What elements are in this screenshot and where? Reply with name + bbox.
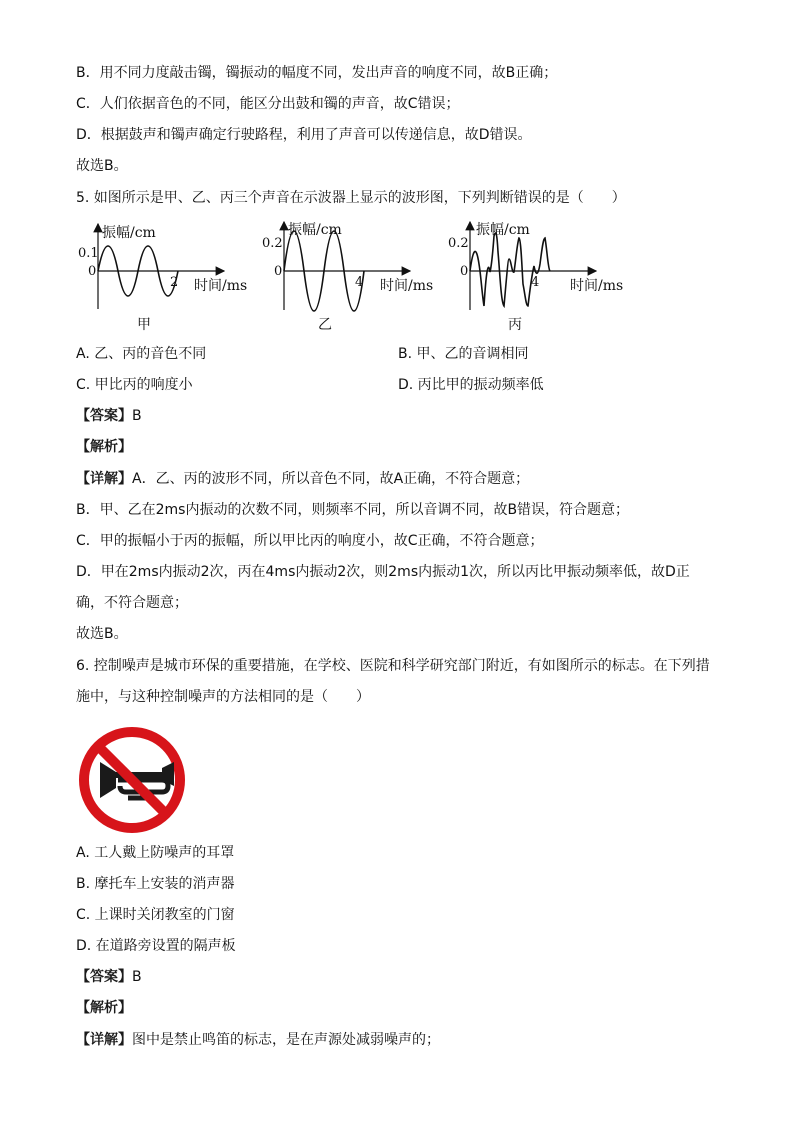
waveform-jia <box>76 214 256 314</box>
q5-detail-d-line1: D．甲在2ms内振动2次，丙在4ms内振动2次，则2ms内振动1次，所以丙比甲振动频率低，故D正 <box>76 564 690 580</box>
prev-option-c-explanation: C．人们依据音色的不同，能区分出鼓和镯的声音，故C错误； <box>76 96 460 112</box>
y-tick-label: 0.2 <box>262 236 283 251</box>
prev-option-d-explanation: D．根据鼓声和镯声确定行驶路程，利用了声音可以传递信息，故D错误。 <box>76 127 532 143</box>
x-axis-label: 时间/ms <box>570 278 624 294</box>
x-tick-label: 4 <box>355 275 364 290</box>
y-axis-label: 振幅/cm <box>102 225 156 241</box>
waveform-yi <box>260 214 440 314</box>
q6-option-b: B. 摩托车上安装的消声器 <box>76 876 235 892</box>
q6-option-d: D. 在道路旁设置的隔声板 <box>76 938 236 954</box>
y-axis-label: 振幅/cm <box>476 222 530 238</box>
prev-choose-line: 故选B。 <box>76 158 128 174</box>
x-tick-label: 4 <box>531 275 540 290</box>
q5-option-b: B. 甲、乙的音调相同 <box>398 346 529 362</box>
q6-analysis-tag <box>76 998 132 1018</box>
detail-a-text: A．乙、丙的波形不同，所以音色不同，故A正确，不符合题意； <box>132 471 530 487</box>
origin-label: 0 <box>274 264 283 279</box>
q5-option-c: C. 甲比丙的响度小 <box>76 377 193 393</box>
prev-option-b-explanation: B．用不同力度敲击镯，镯振动的幅度不同，发出声音的响度不同，故B正确； <box>76 65 558 81</box>
answer-tag: 【答案】 <box>76 408 132 424</box>
y-axis-label: 振幅/cm <box>288 222 342 238</box>
wave-line <box>470 233 550 306</box>
analysis-tag: 【解析】 <box>76 439 132 455</box>
x-axis-label: 时间/ms <box>380 278 434 294</box>
x-axis-label: 时间/ms <box>194 278 248 294</box>
q6-stem-line2: 施中，与这种控制噪声的方法相同的是（ ） <box>76 689 370 705</box>
no-horn-icon <box>76 724 188 836</box>
q5-detail-a <box>76 469 529 489</box>
q5-choose-line: 故选B。 <box>76 626 128 642</box>
q5-detail-b: B．甲、乙在2ms内振动的次数不同，则频率不同，所以音调不同，故B错误，符合题意； <box>76 502 630 518</box>
origin-label: 0 <box>88 264 97 279</box>
q6-option-a: A. 工人戴上防噪声的耳罩 <box>76 845 235 861</box>
q6-stem-line1: 6. 控制噪声是城市环保的重要措施，在学校、医院和科学研究部门附近，有如图所示的标志。在下列措 <box>76 658 710 674</box>
q5-analysis-tag <box>76 437 132 457</box>
caption-yi: 乙 <box>318 317 332 333</box>
caption-jia: 甲 <box>137 317 151 333</box>
detail-text: 图中是禁止鸣笛的标志，是在声源处减弱噪声的； <box>132 1032 440 1048</box>
x-tick-label: 2 <box>170 275 179 290</box>
analysis-tag: 【解析】 <box>76 1000 132 1016</box>
q5-stem: 5. 如图所示是甲、乙、丙三个声音在示波器上显示的波形图，下列判断错误的是（ ） <box>76 190 626 206</box>
q5-option-d: D. 丙比甲的振动频率低 <box>398 377 544 393</box>
q5-detail-c: C．甲的振幅小于丙的振幅，所以甲比丙的响度小，故C正确，不符合题意； <box>76 533 544 549</box>
answer-value: B <box>132 969 142 985</box>
q6-option-c: C. 上课时关闭教室的门窗 <box>76 907 235 923</box>
q5-option-a: A. 乙、丙的音色不同 <box>76 346 207 362</box>
answer-tag: 【答案】 <box>76 969 132 985</box>
caption-bing: 丙 <box>508 317 522 333</box>
q5-answer <box>76 406 142 426</box>
detail-tag: 【详解】 <box>76 471 132 487</box>
y-tick-label: 0.2 <box>448 236 469 251</box>
detail-tag: 【详解】 <box>76 1032 132 1048</box>
q5-detail-d-line2: 确，不符合题意； <box>76 595 188 611</box>
y-tick-label: 0.1 <box>78 246 99 261</box>
origin-label: 0 <box>460 264 469 279</box>
waveform-bing <box>446 214 636 314</box>
answer-value: B <box>132 408 142 424</box>
q6-detail <box>76 1030 440 1050</box>
q6-answer <box>76 967 142 987</box>
